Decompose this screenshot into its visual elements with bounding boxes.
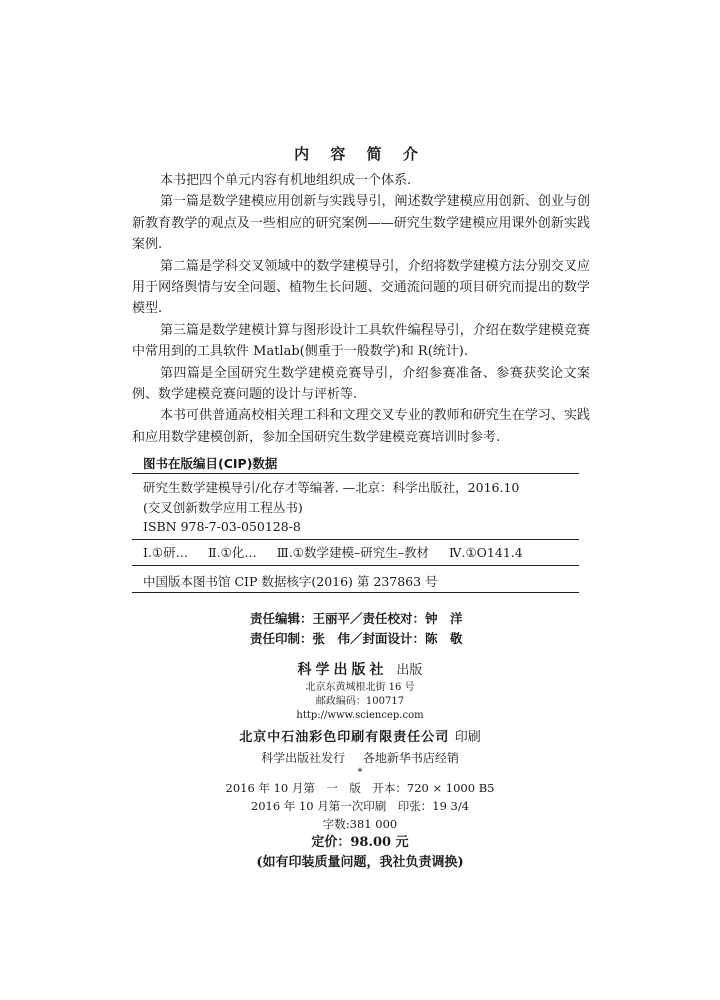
printing-line: 2016 年 10 月第一次印刷 印张：19 3/4: [250, 799, 470, 813]
divider: [132, 539, 579, 540]
publisher-postcode: 邮政编码：100717: [315, 696, 405, 707]
cip-classification: [143, 543, 523, 561]
cip-record-number: 中国版本图书馆 CIP 数据核字(2016) 第 237863 号: [143, 574, 438, 589]
edition-line: 2016 年 10 月第 一 版 开本：720 × 1000 B5: [225, 781, 495, 795]
retailer: 各地新华书店经销: [362, 751, 459, 765]
intro-paragraph: 本书把四个单元内容有机地组织成一个体系.: [160, 173, 412, 188]
cip-data: [143, 478, 583, 537]
publisher-line: [0, 660, 720, 681]
printer-line: [0, 727, 720, 749]
cip-line: (交叉创新数学应用工程丛书): [143, 499, 303, 515]
publisher-name: 科学出版社: [297, 662, 388, 678]
credit-line: 责任印制：张 伟／封面设计：陈 敬: [250, 631, 463, 646]
cip-line: ISBN 978-7-03-050128-8: [143, 519, 301, 534]
credits: [250, 609, 463, 649]
distribution-line: [0, 749, 720, 767]
page-title: 内 容 简 介: [294, 145, 426, 163]
classification-item: Ⅲ.①数学建模–研究生–教材: [276, 545, 430, 560]
classification-item: Ⅰ.①研…: [143, 545, 189, 560]
distributor: 科学出版社发行: [261, 751, 346, 765]
divider: [132, 473, 579, 474]
intro-paragraph: 第四篇是全国研究生数学建模竞赛导引，介绍参赛准备、参赛获奖论文案例、数学建模竞赛问题的设计与评析等.: [132, 365, 590, 403]
publisher-suffix: 出版: [396, 663, 423, 678]
cip-heading: 图书在版编目(CIP)数据: [143, 456, 278, 471]
classification-item: Ⅱ.①化…: [208, 545, 257, 560]
intro-paragraph: 第二篇是学科交叉领域中的数学建模导引，介绍将数学建模方法分别交叉应用于网络舆情与安全问题、植物生长问题、交通流问题的项目研究而提出的数学模型.: [132, 258, 590, 317]
publisher-url: http://www.sciencep.com: [296, 710, 424, 721]
price: 定价：98.00 元: [311, 835, 409, 850]
word-count: 字数:381 000: [322, 817, 398, 831]
divider: [132, 592, 579, 593]
separator-star: *: [357, 767, 363, 778]
printer-suffix: 印刷: [454, 730, 481, 745]
intro-paragraph: 第三篇是数学建模计算与图形设计工具软件编程导引，介绍在数学建模竞赛中常用到的工具软件 Matlab(侧重于一般数学)和 R(统计).: [132, 322, 590, 360]
publisher-address: 北京东黄城根北街 16 号: [305, 682, 415, 693]
intro-paragraph: 第一篇是数学建模应用创新与实践导引，阐述数学建模应用创新、创业与创新教育教学的观点及一些相应的研究案例——研究生数学建模应用课外创新实践案例.: [132, 194, 590, 253]
credit-line: 责任编辑：王丽平／责任校对：钟 洋: [250, 611, 463, 626]
printer-name: 北京中石油彩色印刷有限责任公司: [239, 730, 450, 745]
classification-item: Ⅳ.①O141.4: [449, 545, 523, 560]
intro-section: [132, 170, 590, 448]
cip-line: 研究生数学建模导引/化存才等编著. —北京：科学出版社，2016.10: [143, 480, 520, 495]
intro-paragraph: 本书可供普通高校相关理工科和文理交叉专业的教师和研究生在学习、实践和应用数学建模创新，参加全国研究生数学建模竞赛培训时参考.: [132, 408, 590, 445]
divider: [132, 565, 579, 566]
return-note: (如有印装质量问题，我社负责调换): [256, 855, 464, 870]
publication-info: [0, 660, 720, 873]
